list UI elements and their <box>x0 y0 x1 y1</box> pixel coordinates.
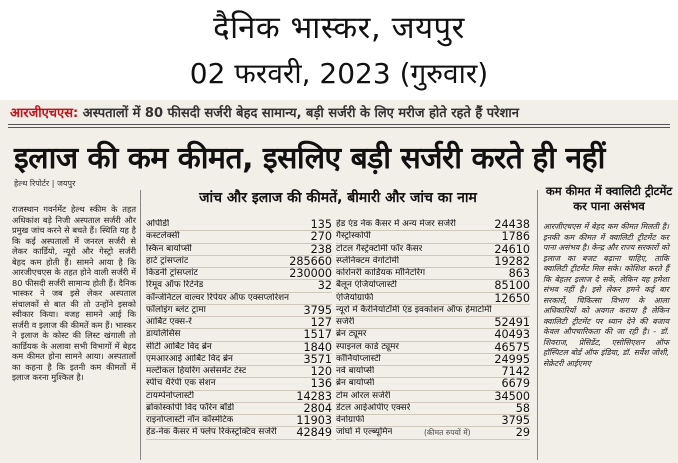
table-row <box>336 329 530 341</box>
price-value: 1786 <box>501 230 530 244</box>
procedure-name: ओपीडी <box>146 219 170 229</box>
procedure-name: हेड एंड नेक कैंसर में अन्य मेजर सर्जरी <box>336 219 456 229</box>
price-value: 19282 <box>494 254 530 268</box>
price-value: 58 <box>515 401 530 415</box>
table-row <box>336 280 530 292</box>
table-row <box>146 268 332 280</box>
price-value: 127 <box>310 316 332 329</box>
table-title: जांच और इलाज की कीमतें, बीमारी और जांच का नाम <box>199 190 477 206</box>
price-value: 238 <box>310 242 332 256</box>
table-row <box>336 256 530 268</box>
price-value: 863 <box>508 267 530 280</box>
price-value: 230000 <box>289 267 332 280</box>
price-value: 52491 <box>494 316 530 329</box>
price-value: 136 <box>310 377 332 391</box>
price-value: 24438 <box>494 218 530 231</box>
kicker-tag: आरजीएचएस: <box>10 106 79 121</box>
price-value: 34500 <box>494 389 530 403</box>
table-row <box>146 366 332 378</box>
table-row <box>146 231 332 243</box>
table-row <box>336 354 530 366</box>
price-value: 46575 <box>494 340 530 354</box>
table-row <box>146 280 332 292</box>
table-row <box>336 366 530 378</box>
procedure-name: ब्रोंकोस्कोपी विद फॉरेन बॉडी <box>146 402 235 413</box>
divider <box>8 127 670 128</box>
price-value: 14283 <box>296 389 332 403</box>
sidebar-title: कम कीमत में क्वालिटी ट्रीटमेंट कर पाना असंभव <box>545 184 673 213</box>
price-value: 7142 <box>501 365 530 378</box>
procedure-name: स्प्लेनिक्टम वेगोटोमी <box>336 255 400 266</box>
table-row <box>336 293 530 305</box>
price-value: 270 <box>310 230 332 244</box>
procedure-name: ब्रेन बायोप्सी <box>336 378 375 389</box>
price-table-right <box>336 219 530 440</box>
table-row <box>146 244 332 256</box>
price-value: 1517 <box>303 328 332 342</box>
table-row <box>146 427 332 439</box>
table-row <box>146 342 332 354</box>
procedure-name: आर्बिट एक्स-रे <box>146 317 192 327</box>
procedure-name: ब्रेन ट्यूमर <box>336 329 367 340</box>
table-row <box>336 342 530 354</box>
procedure-name: टायम्पेनोप्लास्टी <box>146 390 195 401</box>
procedure-name: मल्टीकल हियरिंग असेसमेंट टेस्ट <box>146 366 247 376</box>
procedure-name: कोरोनरी कार्डियक मॉनिटरिंग <box>336 268 426 278</box>
procedure-name: स्पाइनल कार्ड ट्यूमर <box>336 341 399 352</box>
procedure-name: डेंटल आईओपीए एक्सरे <box>336 402 411 413</box>
table-row <box>146 293 332 305</box>
price-value: 3795 <box>501 414 530 427</box>
procedure-name: सर्जरी <box>336 317 355 327</box>
kicker-text: अस्पतालों में 80 फीसदी सर्जरी बेहद सामान्य, बड़ी सर्जरी के लिए मरीज होते रहते हैं परेशान <box>78 106 519 121</box>
procedure-name: स्किन बायोप्सी <box>146 243 192 254</box>
table-row <box>146 305 332 317</box>
procedure-name: डायलिसिस <box>146 329 181 340</box>
headline: इलाज की कम कीमत, इसलिए बड़ी सर्जरी करते ही नहीं <box>14 141 605 176</box>
procedure-name: राइनोप्लास्टी नॉन कॉस्मेटिक <box>146 415 234 425</box>
procedure-name: स्पीच थैरेपी एक सेशन <box>146 378 216 389</box>
price-value: 85100 <box>494 279 530 293</box>
procedure-name: कस्टलेक्सी <box>146 231 180 242</box>
procedure-name: टोटल गैस्ट्रेक्टोमी फॉर कैंसर <box>336 243 423 254</box>
price-value: 29 <box>515 426 530 440</box>
procedure-name: सीटी आर्बिट विद ब्रेन <box>146 341 212 352</box>
table-row <box>146 219 332 231</box>
divider <box>8 124 670 125</box>
price-value: 285660 <box>289 254 332 268</box>
column-divider <box>537 190 538 460</box>
byline: हेल्थ रिपोर्टर | जयपुर <box>14 179 76 188</box>
price-value: 1840 <box>303 340 332 354</box>
table-row <box>146 354 332 366</box>
table-row <box>146 329 332 341</box>
procedure-name: न्यूरो में कैरेनियोटॉमी एंड इवकोशन ऑफ हेमाटोमी <box>336 304 492 315</box>
procedure-name: फॉलोइंग ब्लंट ट्रामा <box>146 304 206 315</box>
procedure-name: रिमूव ऑफ रिटेनेड <box>146 280 204 291</box>
table-row <box>336 219 530 231</box>
price-value: 24995 <box>494 352 530 366</box>
price-value: 120 <box>310 365 332 378</box>
table-row <box>146 378 332 390</box>
price-value: 135 <box>310 218 332 231</box>
procedure-name: एंजियोग्राफी <box>336 292 374 303</box>
table-row <box>336 378 530 390</box>
procedure-name: बैलून एंजियोप्लास्टी <box>336 280 397 291</box>
sidebar-quote: आरजीएचएस में बेहद कम कीमत मिलती है। इनकी कम कीमत में क्वालिटी ट्रीटमेंट कर पाना असंभव है। केन्द्र और राज्य सरकारों को इलाज का बजट बढ़ाना चाहिए, ताकि क्वालिटी ट्रीटमेंट मिल सके। कोशिश करते हैं कि बेहतर इलाज दे सकें, लेकिन यह हमेशा संभव नहीं है। इसे लेकर हमने कई बार सरकारों, चिकित्सा विभाग के आला अधिकारियों को अवगत कराया है लेकिन क्वालिटी ट्रीटमेंट पर ध्यान देने की बजाय केवल औपचारिकता की जा रही है। - डॉ. शिवराज, प्रेसिडेंट, एसोसिएशन ऑफ हॉस्पिटल बोर्ड ऑफ इंडिया, डॉ. सर्वेश जोशी, सेक्रेटरी आईएमए <box>543 222 669 368</box>
price-value: 2804 <box>303 401 332 415</box>
price-value: 32 <box>317 279 332 293</box>
procedure-name: नर्व बायोप्सी <box>336 366 375 376</box>
procedure-name: हार्ट ट्रांसप्लांट <box>146 255 189 266</box>
price-value: 6679 <box>501 377 530 391</box>
newspaper-name: दैनिक भास्कर, जयपुर <box>213 10 465 46</box>
procedure-name: वेनोग्राफी <box>336 415 365 425</box>
price-table-left <box>146 219 332 440</box>
procedure-name: टोम ओरल सर्जरी <box>336 390 391 401</box>
kicker-line <box>10 103 670 121</box>
publication-date: 02 फरवरी, 2023 (गुरुवार) <box>189 57 489 90</box>
table-row <box>146 391 332 403</box>
procedure-name: जांघों में एल्ब्यूमिन <box>336 427 393 438</box>
procedure-name: कॉन्जेनिटल वाल्वर रिपेयर ऑफ एक्सप्लोरेशन <box>146 292 290 303</box>
photo-caption-header <box>0 0 678 100</box>
table-row <box>336 403 530 415</box>
price-value: 12650 <box>494 291 530 305</box>
procedure-name: गैस्ट्रोस्कोपी <box>336 231 371 242</box>
price-value: 24610 <box>494 242 530 256</box>
procedure-name: एमआरआई आर्बिट विद ब्रेन <box>146 353 233 364</box>
procedure-name: किडनी ट्रांसप्लांट <box>146 268 198 278</box>
price-value: 40493 <box>494 328 530 342</box>
table-row <box>336 415 530 427</box>
column-divider <box>140 190 141 460</box>
table-row <box>336 427 530 439</box>
price-value: 3571 <box>303 352 332 366</box>
price-value: 11903 <box>296 414 332 427</box>
procedure-name: कॉर्नियोप्लास्टी <box>336 353 381 364</box>
table-row <box>336 231 530 243</box>
table-row <box>336 391 530 403</box>
procedure-name: हेड-नेक कैंसर में फ्लेप रिकंस्ट्रक्टिव सर्जरी <box>146 427 277 438</box>
article-body: राजस्थान गवर्नमेंट हेल्थ स्कीम के तहत अधिकांश बड़े निजी अस्पताल सर्जरी और प्रमुख जांच करने से बचते हैं। स्थिति यह है कि कई अस्पतालों में जनरल सर्जरी से लेकर कार्डियो, न्यूरो और गेस्ट्रो सर्जरी बेहद कम होती हैं। सामने आया है कि आरजीएचएस के तहत होने वाली सर्जरी में 80 फीसदी सर्जरी सामान्य होती हैं। दैनिक भास्कर ने जब इसे लेकर अस्पताल संचालकों से बात की तो उन्होंने इसको स्वीकार किया। वजह सामने आई कि सर्जरी व इलाज की कीमतें कम हैं। भास्कर ने इलाज के कोस्ट की लिस्ट खंगाली तो कार्डियक के अलावा सभी विभागों में बेहद कम कीमत होना सामने आया। अस्पतालों का कहना है कि इतनी कम कीमतों में इलाज करना मुश्किल है। <box>12 204 136 382</box>
table-row <box>336 244 530 256</box>
price-value: 42849 <box>296 426 332 440</box>
price-value: 3795 <box>303 303 332 317</box>
price-unit-note: (कीमत रुपयों में) <box>424 428 471 438</box>
